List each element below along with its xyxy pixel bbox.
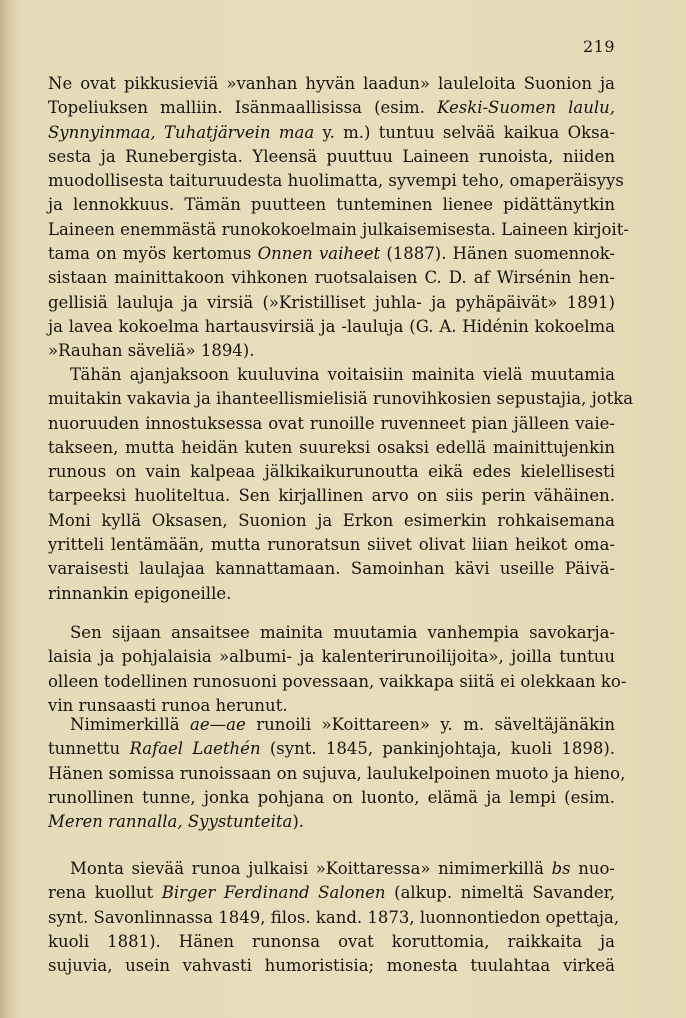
text-line: runous on vain kalpeaa jälkikaikurunoutta eikä edes kielellisesti — [48, 462, 615, 482]
paragraph-4 — [48, 713, 626, 834]
text-line: laisia ja pohjalaisia »albumi- ja kalenterirunoilijoita», joilla tuntuu — [48, 647, 615, 667]
text-line: Tähän ajanjaksoon kuuluvina voitaisiin mainita vielä muutamia — [70, 365, 615, 384]
text-line: Synnyinmaa, Tuhatjärvein maa y. m.) tuntuu selvää kaikua Oksa- — [48, 122, 615, 142]
text-line: sujuvia, usein vahvasti humoristisia; monesta tuulahtaa virkeä — [48, 956, 615, 976]
text-line: nuoruuden innostuksessa ovat runoille ruvenneet pian jälleen vaie- — [48, 413, 615, 433]
text-line: ja lavea kokoelma hartausvirsiä ja -lauluja (G. A. Hidénin kokoelma — [48, 316, 615, 336]
text-line: muodollisesta taituruudesta huolimatta, syvempi teho, omaperäisyys — [48, 171, 624, 191]
text-line: tarpeeksi huoliteltua. Sen kirjallinen arvo on siis perin vähäinen. — [48, 486, 615, 506]
text-line: sesta ja Runebergista. Yleensä puuttuu Laineen runoista, niiden — [48, 146, 615, 166]
page-number: 219 — [582, 37, 615, 56]
text-line: rinnankin epigoneille. — [48, 583, 232, 603]
text-line: yritteli lentämään, mutta runoratsun siivet olivat liian heikot oma- — [48, 535, 615, 555]
paragraph-5 — [48, 857, 620, 978]
text-line: varaisesti laulajaa kannattamaan. Samoinhan kävi useille Päivä- — [48, 559, 615, 579]
text-line: synt. Savonlinnassa 1849, filos. kand. 1873, luonnontiedon opettaja, — [48, 907, 620, 927]
text-line: Nimimerkillä ae—ae runoili »Koittareen» y. m. säveltäjänäkin — [70, 715, 615, 734]
text-line: takseen, mutta heidän kuten suureksi osaksi edellä mainittujenkin — [48, 437, 615, 457]
text-line: vin runsaasti runoa herunut. — [48, 695, 288, 715]
text-line: sistaan mainittakoon vihkonen ruotsalaisen C. D. af Wirsénin hen- — [48, 268, 615, 288]
text-line: runollinen tunne, jonka pohjana on luonto, elämä ja lempi (esim. — [48, 787, 615, 807]
text-line: olleen todellinen runosuoni povessaan, vaikkapa siitä ei olekkaan ko- — [48, 671, 627, 691]
text-line: ja lennokkuus. Tämän puutteen tunteminen lienee pidättänytkin — [48, 195, 615, 215]
text-line: muitakin vakavia ja ihanteellismielisiä runovihkosien sepustajia, jotka — [48, 389, 634, 409]
text-line: Ne ovat pikkusieviä »vanhan hyvän laadun» lauleloita Suonion ja — [48, 74, 615, 93]
text-line: Moni kyllä Oksasen, Suonion ja Erkon esimerkin rohkaisemana — [48, 510, 615, 530]
text-line: kuoli 1881). Hänen runonsa ovat koruttomia, raikkaita ja — [48, 931, 615, 951]
text-line: Hänen somissa runoissaan on sujuva, laulukelpoinen muoto ja hieno, — [48, 763, 626, 783]
text-line: Laineen enemmästä runokokoelmain julkaisemisesta. Laineen kirjoit- — [48, 219, 629, 239]
text-line: tunnettu Rafael Laethén (synt. 1845, pankinjohtaja, kuoli 1898). — [48, 739, 616, 759]
text-line: Monta sievää runoa julkaisi »Koittaressa» nimimerkillä bs nuo- — [70, 859, 615, 878]
paragraph-2 — [48, 363, 634, 606]
text-line: gellisiä lauluja ja virsiä (»Kristilliset juhla- ja pyhäpäivät» 1891) — [48, 292, 615, 312]
paragraph-1 — [48, 72, 629, 364]
text-line: »Rauhan säveliä» 1894). — [48, 341, 255, 361]
text-line: Sen sijaan ansaitsee mainita muutamia vanhempia savokarja- — [70, 623, 615, 642]
paragraph-3 — [48, 621, 627, 718]
text-line: Meren rannalla, Syystunteita). — [48, 812, 305, 832]
text-line: rena kuollut Birger Ferdinand Salonen (alkup. nimeltä Savander, — [48, 883, 615, 903]
text-line: Topeliuksen malliin. Isänmaallisissa (esim. Keski-Suomen laulu, — [48, 98, 615, 118]
text-line: tama on myös kertomus Onnen vaiheet (1887). Hänen suomennok- — [48, 244, 616, 264]
